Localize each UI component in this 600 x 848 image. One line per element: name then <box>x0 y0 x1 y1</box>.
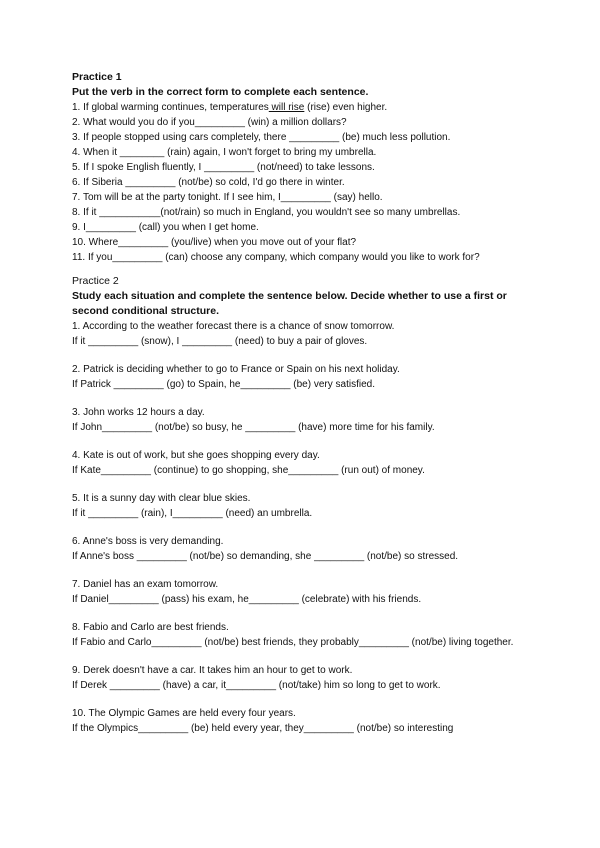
sentence: If it _________ (snow), I _________ (need) to buy a pair of gloves. <box>72 336 368 347</box>
practice1-instruction: Put the verb in the correct form to complete each sentence. <box>72 86 369 98</box>
situation: 5. It is a sunny day with clear blue skies. <box>72 493 251 504</box>
sentence: If it _________ (rain), I_________ (need) an umbrella. <box>72 508 313 519</box>
sentence: If Anne's boss _________ (not/be) so demanding, she _________ (not/be) so stressed. <box>72 551 459 562</box>
practice1-item-2: 2. What would you do if you_________ (win) a million dollars? <box>72 117 347 128</box>
practice1-item-11: 11. If you_________ (can) choose any company, which company would you like to work for? <box>72 252 480 263</box>
sentence: If Fabio and Carlo_________ (not/be) best friends, they probably_________ (not/be) living together. <box>72 637 514 648</box>
sentence: If John_________ (not/be) so busy, he _________ (have) more time for his family. <box>72 422 435 433</box>
sentence: If Derek _________ (have) a car, it_________ (not/take) him so long to get to work. <box>72 680 441 691</box>
situation: 3. John works 12 hours a day. <box>72 407 205 418</box>
practice1-item-7: 7. Tom will be at the party tonight. If I see him, I_________ (say) hello. <box>72 192 383 203</box>
practice1-item-8: 8. If it ___________(not/rain) so much in England, you wouldn't see so many umbrellas. <box>72 207 461 218</box>
practice2-exercise-4 <box>72 448 542 478</box>
situation: 6. Anne's boss is very demanding. <box>72 536 224 547</box>
practice2-title: Practice 2 <box>72 275 119 287</box>
example-answer: will rise <box>268 102 305 113</box>
situation: 4. Kate is out of work, but she goes shopping every day. <box>72 450 320 461</box>
situation: 8. Fabio and Carlo are best friends. <box>72 622 229 633</box>
practice2-exercise-2 <box>72 362 542 392</box>
practice2-exercise-9 <box>72 663 542 693</box>
practice2-exercise-10 <box>72 706 542 736</box>
situation: 1. According to the weather forecast there is a chance of snow tomorrow. <box>72 321 395 332</box>
practice2-exercise-3 <box>72 405 542 435</box>
situation: 9. Derek doesn't have a car. It takes him an hour to get to work. <box>72 665 353 676</box>
situation: 2. Patrick is deciding whether to go to France or Spain on his next holiday. <box>72 364 400 375</box>
practice2-instruction: Study each situation and complete the sentence below. Decide whether to use a first or second conditional structure. <box>72 290 507 317</box>
practice2-exercise-5 <box>72 491 542 521</box>
practice1-item-1 <box>72 100 542 115</box>
worksheet <box>72 70 542 736</box>
sentence: If Daniel_________ (pass) his exam, he_________ (celebrate) with his friends. <box>72 594 422 605</box>
sentence: If Patrick _________ (go) to Spain, he_________ (be) very satisfied. <box>72 379 375 390</box>
practice1-item-9: 9. I_________ (call) you when I get home. <box>72 222 259 233</box>
sentence: If the Olympics_________ (be) held every year, they_________ (not/be) so interesting <box>72 723 454 734</box>
practice1-item-10: 10. Where_________ (you/live) when you move out of your flat? <box>72 237 357 248</box>
item-text-before: 1. If global warming continues, temperatures <box>72 102 269 113</box>
practice1-item-4: 4. When it ________ (rain) again, I won't forget to bring my umbrella. <box>72 147 377 158</box>
practice1-title: Practice 1 <box>72 71 122 83</box>
practice1-item-6: 6. If Siberia _________ (not/be) so cold, I'd go there in winter. <box>72 177 345 188</box>
practice2-exercise-1 <box>72 319 542 349</box>
practice1-item-5: 5. If I spoke English fluently, I _________ (not/need) to take lessons. <box>72 162 375 173</box>
situation: 10. The Olympic Games are held every four years. <box>72 708 296 719</box>
practice2-exercise-6 <box>72 534 542 564</box>
item-text-after: (rise) even higher. <box>304 102 388 113</box>
practice1-item-3: 3. If people stopped using cars completely, there _________ (be) much less pollution. <box>72 132 451 143</box>
practice2-exercise-7 <box>72 577 542 607</box>
practice2-exercise-8 <box>72 620 542 650</box>
situation: 7. Daniel has an exam tomorrow. <box>72 579 219 590</box>
sentence: If Kate_________ (continue) to go shopping, she_________ (run out) of money. <box>72 465 425 476</box>
